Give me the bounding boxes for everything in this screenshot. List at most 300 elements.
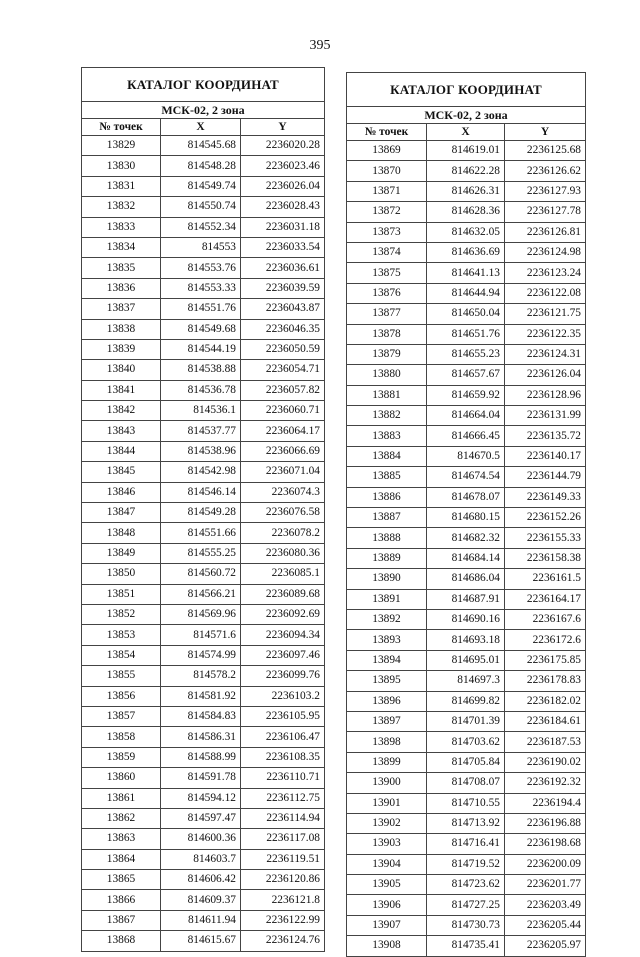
y-coordinate-cell: 2236092.69	[241, 604, 325, 624]
x-coordinate-cell: 814549.28	[161, 503, 241, 523]
x-coordinate-cell: 814606.42	[161, 870, 241, 890]
table-row	[82, 360, 325, 380]
table-row	[347, 406, 586, 426]
y-coordinate-cell: 2236205.44	[505, 915, 586, 935]
point-number-cell: 13835	[82, 258, 161, 278]
x-coordinate-cell: 814690.16	[427, 609, 505, 629]
point-number-cell: 13867	[82, 910, 161, 930]
point-number-cell: 13865	[82, 870, 161, 890]
table-row	[347, 548, 586, 568]
y-coordinate-cell: 2236121.75	[505, 304, 586, 324]
y-coordinate-cell: 2236031.18	[241, 217, 325, 237]
x-coordinate-cell: 814687.91	[427, 589, 505, 609]
x-coordinate-cell: 814553.76	[161, 258, 241, 278]
y-coordinate-cell: 2236112.75	[241, 788, 325, 808]
point-number-cell: 13885	[347, 467, 427, 487]
x-coordinate-cell: 814574.99	[161, 645, 241, 665]
y-coordinate-cell: 2236066.69	[241, 441, 325, 461]
y-coordinate-cell: 2236094.34	[241, 625, 325, 645]
y-coordinate-cell: 2236089.68	[241, 584, 325, 604]
x-coordinate-cell: 814723.62	[427, 875, 505, 895]
table-row	[347, 834, 586, 854]
table-row	[347, 283, 586, 303]
point-number-cell: 13872	[347, 202, 427, 222]
y-coordinate-cell: 2236198.68	[505, 834, 586, 854]
y-coordinate-cell: 2236152.26	[505, 508, 586, 528]
x-coordinate-cell: 814591.78	[161, 768, 241, 788]
x-coordinate-cell: 814566.21	[161, 584, 241, 604]
table-row	[82, 931, 325, 951]
y-coordinate-cell: 2236125.68	[505, 141, 586, 161]
point-number-cell: 13845	[82, 462, 161, 482]
table-row	[82, 278, 325, 298]
y-coordinate-cell: 2236126.81	[505, 222, 586, 242]
x-coordinate-cell: 814553	[161, 237, 241, 257]
table-row	[347, 773, 586, 793]
x-coordinate-cell: 814603.7	[161, 849, 241, 869]
point-number-cell: 13855	[82, 666, 161, 686]
y-coordinate-cell: 2236131.99	[505, 406, 586, 426]
x-coordinate-cell: 814586.31	[161, 727, 241, 747]
x-coordinate-cell: 814695.01	[427, 650, 505, 670]
table-row	[347, 324, 586, 344]
point-number-cell: 13890	[347, 569, 427, 589]
point-number-cell: 13839	[82, 339, 161, 359]
x-coordinate-cell: 814619.01	[427, 141, 505, 161]
x-coordinate-cell: 814548.28	[161, 156, 241, 176]
x-coordinate-cell: 814538.88	[161, 360, 241, 380]
table-subtitle: МСК-02, 2 зона	[347, 107, 586, 124]
table-row	[82, 421, 325, 441]
table-row	[347, 344, 586, 364]
y-coordinate-cell: 2236122.35	[505, 324, 586, 344]
point-number-cell: 13891	[347, 589, 427, 609]
x-coordinate-cell: 814678.07	[427, 487, 505, 507]
table-row	[82, 503, 325, 523]
y-coordinate-cell: 2236046.35	[241, 319, 325, 339]
point-number-cell: 13902	[347, 813, 427, 833]
table-row	[347, 487, 586, 507]
table-row	[82, 808, 325, 828]
y-coordinate-cell: 2236167.6	[505, 609, 586, 629]
x-coordinate-cell: 814536.78	[161, 380, 241, 400]
point-number-cell: 13841	[82, 380, 161, 400]
x-coordinate-cell: 814650.04	[427, 304, 505, 324]
y-coordinate-cell: 2236203.49	[505, 895, 586, 915]
y-coordinate-cell: 2236128.96	[505, 385, 586, 405]
y-coordinate-cell: 2236076.58	[241, 503, 325, 523]
x-coordinate-cell: 814666.45	[427, 426, 505, 446]
point-number-cell: 13900	[347, 773, 427, 793]
table-row	[82, 564, 325, 584]
point-number-cell: 13829	[82, 136, 161, 156]
table-row	[82, 299, 325, 319]
table-row	[347, 630, 586, 650]
y-coordinate-cell: 2236158.38	[505, 548, 586, 568]
y-coordinate-cell: 2236117.08	[241, 829, 325, 849]
x-coordinate-cell: 814708.07	[427, 773, 505, 793]
table-row	[347, 467, 586, 487]
y-coordinate-cell: 2236064.17	[241, 421, 325, 441]
column-header-y: Y	[241, 119, 325, 136]
point-number-cell: 13880	[347, 365, 427, 385]
table-row	[347, 385, 586, 405]
table-row	[347, 650, 586, 670]
table-row	[347, 936, 586, 956]
table-row	[347, 304, 586, 324]
table-row	[82, 829, 325, 849]
table-row	[347, 752, 586, 772]
y-coordinate-cell: 2236023.46	[241, 156, 325, 176]
y-coordinate-cell: 2236126.62	[505, 161, 586, 181]
x-coordinate-cell: 814632.05	[427, 222, 505, 242]
point-number-cell: 13833	[82, 217, 161, 237]
y-coordinate-cell: 2236175.85	[505, 650, 586, 670]
point-number-cell: 13894	[347, 650, 427, 670]
y-coordinate-cell: 2236020.28	[241, 136, 325, 156]
y-coordinate-cell: 2236085.1	[241, 564, 325, 584]
x-coordinate-cell: 814609.37	[161, 890, 241, 910]
x-coordinate-cell: 814594.12	[161, 788, 241, 808]
column-header-point-number: № точек	[347, 124, 427, 141]
y-coordinate-cell: 2236103.2	[241, 686, 325, 706]
y-coordinate-cell: 2236050.59	[241, 339, 325, 359]
x-coordinate-cell: 814560.72	[161, 564, 241, 584]
x-coordinate-cell: 814597.47	[161, 808, 241, 828]
table-row	[82, 482, 325, 502]
x-coordinate-cell: 814697.3	[427, 671, 505, 691]
x-coordinate-cell: 814701.39	[427, 711, 505, 731]
point-number-cell: 13895	[347, 671, 427, 691]
point-number-cell: 13907	[347, 915, 427, 935]
table-row	[347, 141, 586, 161]
point-number-cell: 13849	[82, 543, 161, 563]
point-number-cell: 13881	[347, 385, 427, 405]
table-row	[347, 222, 586, 242]
table-row	[82, 686, 325, 706]
coordinate-catalog-table-left	[81, 67, 325, 952]
point-number-cell: 13846	[82, 482, 161, 502]
x-coordinate-cell: 814680.15	[427, 508, 505, 528]
column-header-x: X	[161, 119, 241, 136]
y-coordinate-cell: 2236196.88	[505, 813, 586, 833]
x-coordinate-cell: 814551.66	[161, 523, 241, 543]
table-row	[347, 915, 586, 935]
x-coordinate-cell: 814549.68	[161, 319, 241, 339]
x-coordinate-cell: 814641.13	[427, 263, 505, 283]
x-coordinate-cell: 814705.84	[427, 752, 505, 772]
point-number-cell: 13893	[347, 630, 427, 650]
point-number-cell: 13840	[82, 360, 161, 380]
x-coordinate-cell: 814703.62	[427, 732, 505, 752]
y-coordinate-cell: 2236124.98	[505, 242, 586, 262]
table-row	[347, 161, 586, 181]
point-number-cell: 13905	[347, 875, 427, 895]
point-number-cell: 13864	[82, 849, 161, 869]
y-coordinate-cell: 2236054.71	[241, 360, 325, 380]
y-coordinate-cell: 2236071.04	[241, 462, 325, 482]
table-row	[82, 401, 325, 421]
y-coordinate-cell: 2236127.93	[505, 181, 586, 201]
y-coordinate-cell: 2236039.59	[241, 278, 325, 298]
point-number-cell: 13887	[347, 508, 427, 528]
x-coordinate-cell: 814581.92	[161, 686, 241, 706]
y-coordinate-cell: 2236140.17	[505, 446, 586, 466]
table-row	[347, 854, 586, 874]
table-title: КАТАЛОГ КООРДИНАТ	[82, 68, 325, 102]
point-number-cell: 13843	[82, 421, 161, 441]
x-coordinate-cell: 814552.34	[161, 217, 241, 237]
y-coordinate-cell: 2236135.72	[505, 426, 586, 446]
x-coordinate-cell: 814571.6	[161, 625, 241, 645]
table-row	[82, 136, 325, 156]
x-coordinate-cell: 814536.1	[161, 401, 241, 421]
table-row	[347, 875, 586, 895]
y-coordinate-cell: 2236124.31	[505, 344, 586, 364]
table-row	[82, 543, 325, 563]
table-row	[347, 242, 586, 262]
point-number-cell: 13860	[82, 768, 161, 788]
table-row	[82, 523, 325, 543]
x-coordinate-cell: 814611.94	[161, 910, 241, 930]
table-row	[347, 691, 586, 711]
x-coordinate-cell: 814555.25	[161, 543, 241, 563]
table-row	[82, 768, 325, 788]
table-row	[82, 217, 325, 237]
y-coordinate-cell: 2236033.54	[241, 237, 325, 257]
x-coordinate-cell: 814674.54	[427, 467, 505, 487]
table-row	[82, 788, 325, 808]
point-number-cell: 13850	[82, 564, 161, 584]
coordinate-catalog-table-right	[346, 72, 586, 957]
x-coordinate-cell: 814542.98	[161, 462, 241, 482]
x-coordinate-cell: 814644.94	[427, 283, 505, 303]
point-number-cell: 13898	[347, 732, 427, 752]
y-coordinate-cell: 2236161.5	[505, 569, 586, 589]
x-coordinate-cell: 814569.96	[161, 604, 241, 624]
y-coordinate-cell: 2236106.47	[241, 727, 325, 747]
y-coordinate-cell: 2236119.51	[241, 849, 325, 869]
y-coordinate-cell: 2236124.76	[241, 931, 325, 951]
point-number-cell: 13883	[347, 426, 427, 446]
y-coordinate-cell: 2236127.78	[505, 202, 586, 222]
point-number-cell: 13869	[347, 141, 427, 161]
point-number-cell: 13903	[347, 834, 427, 854]
table-row	[82, 910, 325, 930]
x-coordinate-cell: 814651.76	[427, 324, 505, 344]
table-row	[347, 711, 586, 731]
table-subtitle: МСК-02, 2 зона	[82, 102, 325, 119]
x-coordinate-cell: 814716.41	[427, 834, 505, 854]
y-coordinate-cell: 2236028.43	[241, 197, 325, 217]
y-coordinate-cell: 2236114.94	[241, 808, 325, 828]
x-coordinate-cell: 814682.32	[427, 528, 505, 548]
y-coordinate-cell: 2236190.02	[505, 752, 586, 772]
column-header-point-number: № точек	[82, 119, 161, 136]
table-row	[347, 426, 586, 446]
table-row	[82, 645, 325, 665]
point-number-cell: 13863	[82, 829, 161, 849]
table-row	[82, 441, 325, 461]
y-coordinate-cell: 2236122.99	[241, 910, 325, 930]
x-coordinate-cell: 814664.04	[427, 406, 505, 426]
table-row	[347, 569, 586, 589]
table-row	[347, 528, 586, 548]
x-coordinate-cell: 814686.04	[427, 569, 505, 589]
column-header-x: X	[427, 124, 505, 141]
x-coordinate-cell: 814626.31	[427, 181, 505, 201]
table-row	[82, 584, 325, 604]
point-number-cell: 13836	[82, 278, 161, 298]
point-number-cell: 13847	[82, 503, 161, 523]
x-coordinate-cell: 814693.18	[427, 630, 505, 650]
point-number-cell: 13832	[82, 197, 161, 217]
y-coordinate-cell: 2236155.33	[505, 528, 586, 548]
point-number-cell: 13888	[347, 528, 427, 548]
y-coordinate-cell: 2236182.02	[505, 691, 586, 711]
y-coordinate-cell: 2236105.95	[241, 706, 325, 726]
x-coordinate-cell: 814549.74	[161, 176, 241, 196]
table-row	[347, 202, 586, 222]
table-row	[82, 849, 325, 869]
x-coordinate-cell: 814713.92	[427, 813, 505, 833]
point-number-cell: 13838	[82, 319, 161, 339]
table-row	[82, 319, 325, 339]
table-row	[347, 446, 586, 466]
table-row	[82, 747, 325, 767]
table-row	[82, 339, 325, 359]
x-coordinate-cell: 814615.67	[161, 931, 241, 951]
table-row	[82, 462, 325, 482]
point-number-cell: 13858	[82, 727, 161, 747]
column-header-y: Y	[505, 124, 586, 141]
x-coordinate-cell: 814584.83	[161, 706, 241, 726]
table-row	[82, 380, 325, 400]
x-coordinate-cell: 814551.76	[161, 299, 241, 319]
y-coordinate-cell: 2236178.83	[505, 671, 586, 691]
x-coordinate-cell: 814670.5	[427, 446, 505, 466]
x-coordinate-cell: 814600.36	[161, 829, 241, 849]
table-row	[347, 365, 586, 385]
x-coordinate-cell: 814545.68	[161, 136, 241, 156]
x-coordinate-cell: 814553.33	[161, 278, 241, 298]
x-coordinate-cell: 814628.36	[427, 202, 505, 222]
table-body	[347, 141, 586, 957]
y-coordinate-cell: 2236192.32	[505, 773, 586, 793]
table-title: КАТАЛОГ КООРДИНАТ	[347, 73, 586, 107]
table-row	[82, 258, 325, 278]
x-coordinate-cell: 814684.14	[427, 548, 505, 568]
point-number-cell: 13899	[347, 752, 427, 772]
x-coordinate-cell: 814655.23	[427, 344, 505, 364]
table-body	[82, 136, 325, 952]
y-coordinate-cell: 2236078.2	[241, 523, 325, 543]
point-number-cell: 13901	[347, 793, 427, 813]
y-coordinate-cell: 2236149.33	[505, 487, 586, 507]
y-coordinate-cell: 2236172.6	[505, 630, 586, 650]
table-row	[347, 793, 586, 813]
y-coordinate-cell: 2236097.46	[241, 645, 325, 665]
point-number-cell: 13896	[347, 691, 427, 711]
table-row	[82, 604, 325, 624]
y-coordinate-cell: 2236201.77	[505, 875, 586, 895]
point-number-cell: 13878	[347, 324, 427, 344]
table-row	[347, 895, 586, 915]
point-number-cell: 13877	[347, 304, 427, 324]
x-coordinate-cell: 814636.69	[427, 242, 505, 262]
table-row	[347, 181, 586, 201]
x-coordinate-cell: 814578.2	[161, 666, 241, 686]
point-number-cell: 13842	[82, 401, 161, 421]
point-number-cell: 13866	[82, 890, 161, 910]
x-coordinate-cell: 814537.77	[161, 421, 241, 441]
point-number-cell: 13889	[347, 548, 427, 568]
x-coordinate-cell: 814538.96	[161, 441, 241, 461]
y-coordinate-cell: 2236123.24	[505, 263, 586, 283]
point-number-cell: 13852	[82, 604, 161, 624]
table-row	[347, 732, 586, 752]
x-coordinate-cell: 814659.92	[427, 385, 505, 405]
point-number-cell: 13873	[347, 222, 427, 242]
point-number-cell: 13837	[82, 299, 161, 319]
point-number-cell: 13848	[82, 523, 161, 543]
y-coordinate-cell: 2236144.79	[505, 467, 586, 487]
page-number: 395	[309, 38, 331, 53]
y-coordinate-cell: 2236205.97	[505, 936, 586, 956]
x-coordinate-cell: 814730.73	[427, 915, 505, 935]
x-coordinate-cell: 814719.52	[427, 854, 505, 874]
table-row	[82, 890, 325, 910]
point-number-cell: 13830	[82, 156, 161, 176]
x-coordinate-cell: 814735.41	[427, 936, 505, 956]
table-row	[82, 870, 325, 890]
point-number-cell: 13861	[82, 788, 161, 808]
point-number-cell: 13904	[347, 854, 427, 874]
point-number-cell: 13854	[82, 645, 161, 665]
x-coordinate-cell: 814544.19	[161, 339, 241, 359]
point-number-cell: 13879	[347, 344, 427, 364]
table-row	[347, 813, 586, 833]
table-row	[82, 176, 325, 196]
y-coordinate-cell: 2236110.71	[241, 768, 325, 788]
point-number-cell: 13862	[82, 808, 161, 828]
y-coordinate-cell: 2236194.4	[505, 793, 586, 813]
y-coordinate-cell: 2236126.04	[505, 365, 586, 385]
x-coordinate-cell: 814657.67	[427, 365, 505, 385]
y-coordinate-cell: 2236121.8	[241, 890, 325, 910]
point-number-cell: 13831	[82, 176, 161, 196]
y-coordinate-cell: 2236099.76	[241, 666, 325, 686]
table-row	[347, 263, 586, 283]
table-row	[347, 609, 586, 629]
table-row	[82, 156, 325, 176]
point-number-cell: 13857	[82, 706, 161, 726]
table-row	[82, 197, 325, 217]
point-number-cell: 13908	[347, 936, 427, 956]
point-number-cell: 13851	[82, 584, 161, 604]
y-coordinate-cell: 2236057.82	[241, 380, 325, 400]
x-coordinate-cell: 814699.82	[427, 691, 505, 711]
y-coordinate-cell: 2236043.87	[241, 299, 325, 319]
y-coordinate-cell: 2236080.36	[241, 543, 325, 563]
x-coordinate-cell: 814622.28	[427, 161, 505, 181]
point-number-cell: 13892	[347, 609, 427, 629]
point-number-cell: 13897	[347, 711, 427, 731]
y-coordinate-cell: 2236164.17	[505, 589, 586, 609]
point-number-cell: 13886	[347, 487, 427, 507]
table-row	[82, 625, 325, 645]
point-number-cell: 13906	[347, 895, 427, 915]
